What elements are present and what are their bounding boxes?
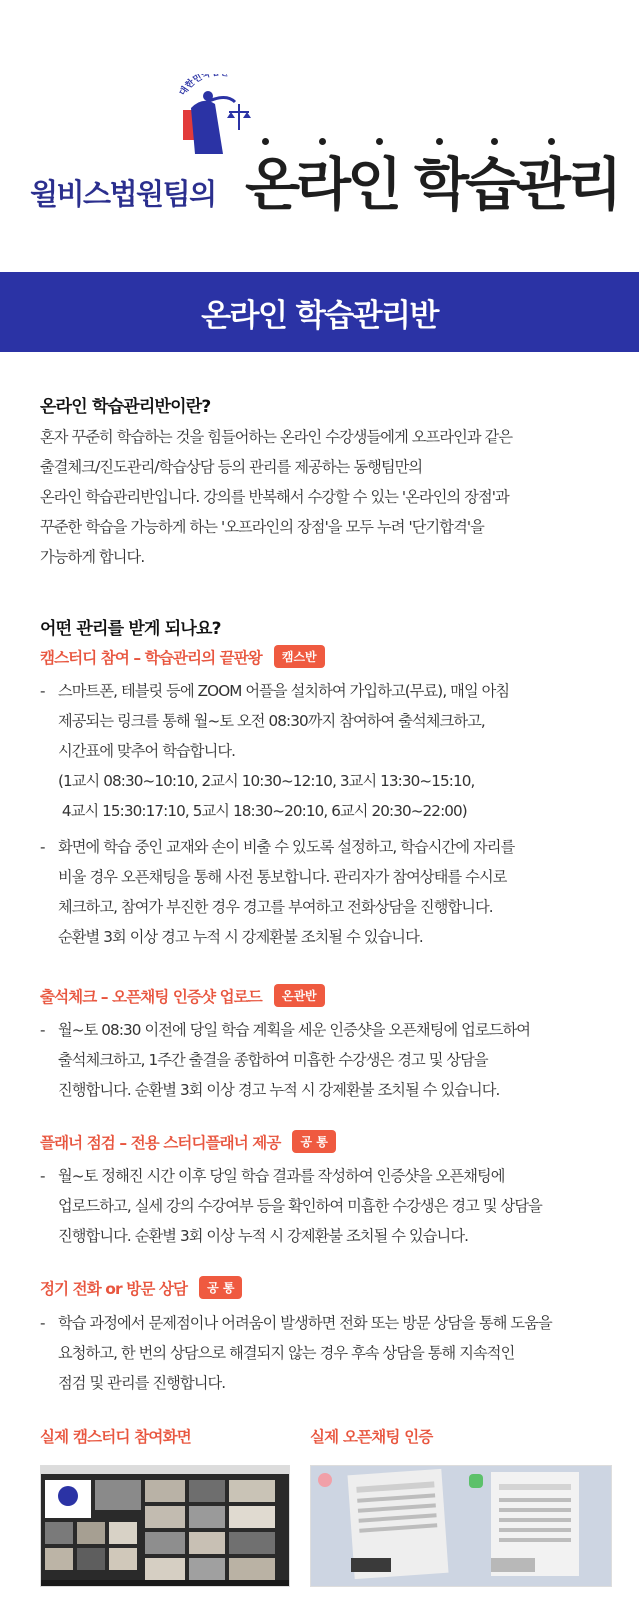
emphasis-dot (376, 138, 383, 145)
bullet-line: 화면에 학습 중인 교재와 손이 비출 수 있도록 설정하고, 학습시간에 자리를 (58, 838, 515, 856)
bullet-line: 시간표에 맞추어 학습합니다. (58, 742, 236, 760)
bullet-line: 진행합니다. 순환별 3회 이상 누적 시 강제환불 조치될 수 있습니다. (58, 1227, 469, 1245)
section-title-consult (40, 1276, 242, 1299)
intro-heading: 온라인 학습관리반이란? (40, 397, 211, 417)
section-title-attendance (40, 984, 325, 1007)
intro-line: 꾸준한 학습을 가능하게 하는 '오프라인의 장점'을 모두 누려 '단기합격'을 (40, 518, 484, 536)
section-title-text: 캠스터디 참여 – 학습관리의 끝판왕 (40, 648, 262, 667)
bullet-line: 체크하고, 참여가 부진한 경우 경고를 부여하고 전화상담을 진행합니다. (58, 898, 493, 916)
bullet-line: 출석체크하고, 1주간 출결을 종합하여 미흡한 수강생은 경고 및 상담을 (58, 1051, 488, 1069)
emphasis-dot (262, 138, 269, 145)
section-badge: 공 통 (199, 1276, 242, 1299)
bullet-line: 순환별 3회 이상 경고 누적 시 강제환불 조치될 수 있습니다. (58, 928, 423, 946)
dash-marker: - (40, 1314, 45, 1332)
section-badge: 캠스반 (274, 645, 325, 668)
section-title-text: 정기 전화 or 방문 상담 (40, 1279, 188, 1298)
emphasis-dot (491, 138, 498, 145)
bullet-line: 비울 경우 오픈채팅을 통해 사전 통보합니다. 관리자가 참여상태를 수시로 (58, 868, 507, 886)
emphasis-dot (319, 138, 326, 145)
section-title-cam-study (40, 645, 325, 668)
section-badge: 공 통 (292, 1130, 335, 1153)
bullet-line: 업로드하고, 실세 강의 수강여부 등을 확인하여 미흡한 수강생은 경고 및 상담을 (58, 1197, 542, 1215)
open-chat-screenshot (310, 1465, 612, 1587)
bullet-line: 학습 과정에서 문제점이나 어려움이 발생하면 전화 또는 방문 상담을 통해 도움을 (58, 1314, 552, 1332)
bullet-line: 스마트폰, 테블릿 등에 ZOOM 어플을 설치하여 가입하고(무료), 매일 아침 (58, 682, 510, 700)
banner-title: 온라인 학습관리반 (201, 297, 438, 334)
title-banner (0, 272, 639, 352)
bullet-item (40, 1308, 552, 1398)
intro-line: 온라인 학습관리반입니다. 강의를 반복해서 수강할 수 있는 '온라인의 장점'과 (40, 488, 509, 506)
sub-title: 윌비스법원팀의 (30, 177, 216, 211)
emphasis-dot (436, 138, 443, 145)
bullet-line: 요청하고, 한 번의 상담으로 해결되지 않는 경우 후속 상담을 통해 지속적인 (58, 1344, 515, 1362)
bullet-line: 점검 및 관리를 진행합니다. (58, 1374, 226, 1392)
header (0, 0, 639, 272)
dash-marker: - (40, 1021, 45, 1039)
intro-line: 혼자 꾸준히 학습하는 것을 힘들어하는 온라인 수강생들에게 오프라인과 같은 (40, 428, 513, 446)
bullet-line: (1교시 08:30~10:10, 2교시 10:30~12:10, 3교시 13:30~15:10, (58, 772, 475, 790)
bullet-line: 월~토 정해진 시간 이후 당일 학습 결과를 작성하여 인증샷을 오픈채팅에 (58, 1167, 505, 1185)
bullet-line: 진행합니다. 순환별 3회 이상 경고 누적 시 강제환불 조치될 수 있습니다. (58, 1081, 500, 1099)
bullet-item (40, 832, 514, 952)
intro-paragraph (40, 422, 512, 572)
section-title-planner (40, 1130, 336, 1153)
section-title-text: 출석체크 – 오픈채팅 인증샷 업로드 (40, 987, 262, 1006)
emphasis-dot (548, 138, 555, 145)
bullet-item (40, 1161, 542, 1251)
manage-heading: 어떤 관리를 받게 되나요? (40, 619, 221, 639)
bullet-item (40, 1015, 530, 1105)
bullet-line: 월~토 08:30 이전에 당일 학습 계획을 세운 인증샷을 오픈채팅에 업로드하여 (58, 1021, 531, 1039)
dash-marker: - (40, 838, 45, 856)
photo-label-cam-study: 실제 캠스터디 참여화면 (40, 1428, 191, 1446)
main-title: 온라인 학습관리 (245, 152, 619, 218)
photo-label-open-chat: 실제 오픈채팅 인증 (310, 1428, 433, 1446)
svg-text:대한민국법원 (176, 74, 229, 98)
bullet-line: 제공되는 링크를 통해 월~토 오전 08:30까지 참여하여 출석체크하고, (58, 712, 485, 730)
logo-text: 대한민국 (178, 74, 212, 98)
cam-study-screenshot (40, 1465, 290, 1587)
section-badge: 온관반 (274, 984, 325, 1007)
bullet-item (40, 676, 509, 826)
dash-marker: - (40, 682, 45, 700)
intro-line: 출결체크/진도관리/학습상담 등의 관리를 제공하는 동행팀만의 (40, 458, 423, 476)
section-title-text: 플래너 점검 – 전용 스터디플래너 제공 (40, 1133, 281, 1152)
intro-line: 가능하게 합니다. (40, 548, 145, 566)
bullet-line: 4교시 15:30:17:10, 5교시 18:30~20:10, 6교시 20:30~22:00) (58, 802, 467, 820)
dash-marker: - (40, 1167, 45, 1185)
